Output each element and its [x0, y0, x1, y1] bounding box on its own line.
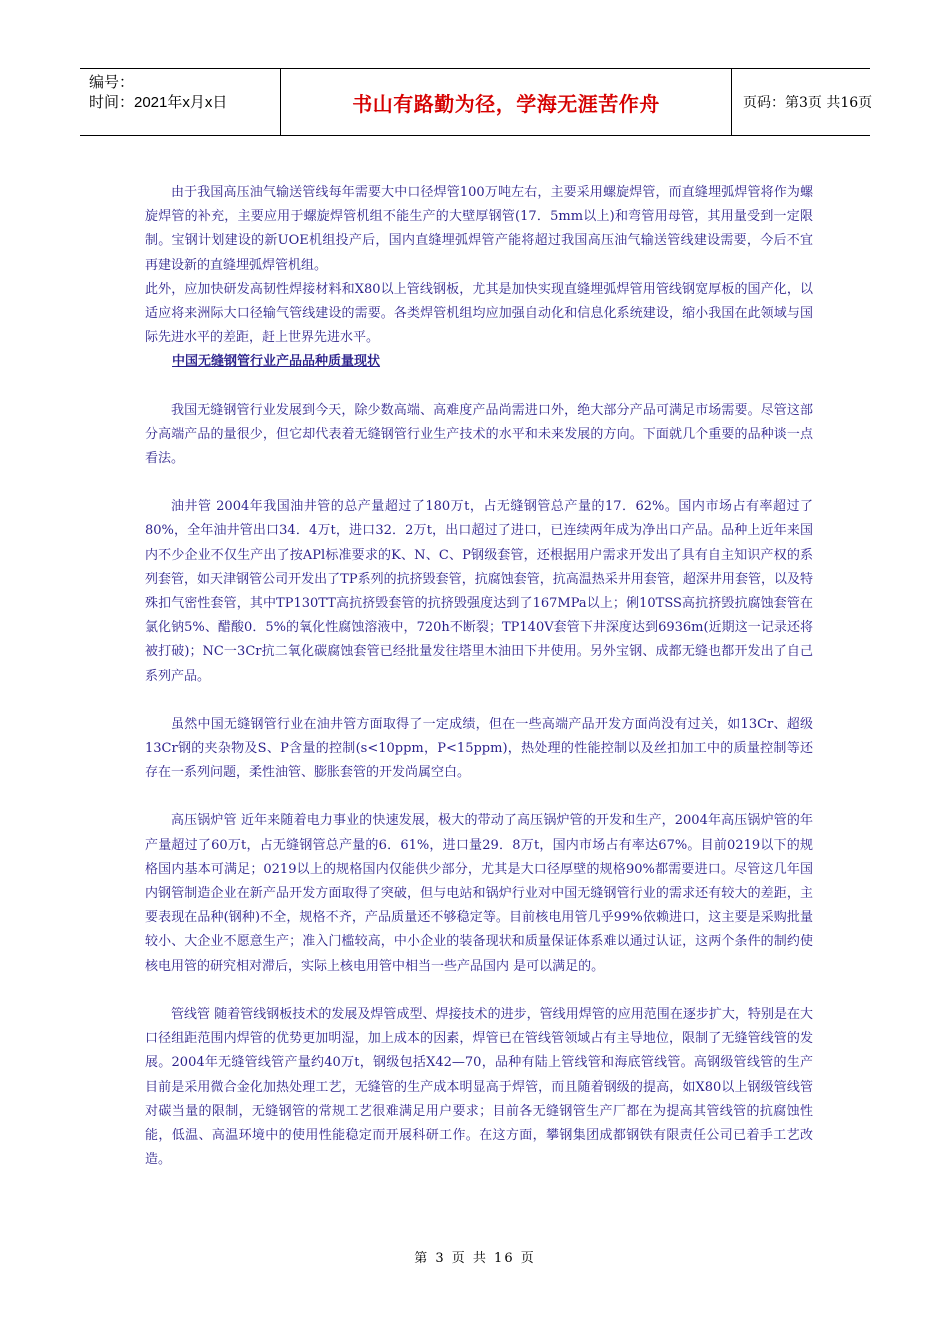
paragraph: 我国无缝钢管行业发展到今天，除少数高端、高难度产品尚需进口外，绝大部分产品可满足市场需要。尽管这部分高端产品的量很少，但它却代表着无缝钢管行业生产技术的水平和未来发展的方向。下面就几个重要的品种谈一点看法。: [145, 402, 813, 467]
paragraph: 油井管 2004年我国油井管的总产量超过了180万t，占无缝钢管总产量的17．62%。国内市场占有率超过了80%，全年油井管出口34．4万t，进口32．2万t，出口超过了进口，已连续两年成为净出口产品。品种上近年来国内不少企业不仅生产出了按APl标准要求的K、N、C、P钢级套管，还根据用户需求开发出了具有自主知识产权的系列套管，如天津钢管公司开发出了TP系列的抗挤毁套管，抗腐蚀套管，抗高温热采井用套管，超深井用套管，以及特殊扣气密性套管，其中TP130TT高抗挤毁套管的抗挤毁强度达到了167MPa以上；俐10TSS高抗挤毁抗腐蚀套管在氯化钠5%、醋酸0．5%的氧化性腐蚀溶液中，720h不断裂；TP140V套管下井深度达到6936m(近期这一记录还将被打破)；NC一3Cr抗二氧化碳腐蚀套管已经批量发往塔里木油田下井使用。另外宝钢、成都无缝也都开发出了自己系列产品。: [145, 499, 813, 684]
section-title: 中国无缝钢管行业产品品种质量现状: [172, 354, 381, 370]
spacer: [145, 375, 813, 399]
document-date: 时间：2021年x月x日: [89, 94, 228, 111]
document-number-label: 编号：: [89, 74, 135, 91]
paragraph: 此外，应加快研发高韧性焊接材料和X80以上管线钢板，尤其是加快实现直缝埋弧焊管用管线钢宽厚板的国产化，以适应将来洲际大口径输气管线建设的需要。各类焊管机组均应加强自动化和信息化系统建设，缩小我国在此领域与国际先进水平的差距，赶上世界先进水平。: [145, 281, 813, 346]
spacer: [145, 785, 813, 809]
page-footer: 第 3 页 共 16 页: [414, 1251, 536, 1266]
spacer: [145, 979, 813, 1003]
spacer: [145, 471, 813, 495]
document-body: [145, 181, 813, 1172]
page-header: [80, 68, 873, 136]
paragraph: 由于我国高压油气输送管线每年需要大中口径焊管100万吨左右，主要采用螺旋焊管，而直缝埋弧焊管将作为螺旋焊管的补充，主要应用于螺旋焊管机组不能生产的大壁厚钢管(17．5mm以上)和弯管用母管，其用量受到一定限制。宝钢计划建设的新UOE机组投产后，国内直缝埋弧焊管产能将超过我国高压油气输送管线建设需要，今后不宜再建设新的直缝埋弧焊管机组。: [145, 185, 813, 273]
header-meta-cell: [80, 69, 281, 135]
paragraph: 高压锅炉管 近年来随着电力事业的快速发展，极大的带动了高压锅炉管的开发和生产，2004年高压锅炉管的年产量超过了60万t，占无缝钢管总产量的6．61%，进口量29．8万t，国内市场占有率达67%。目前0219以下的规格国内基本可满足；0219以上的规格国内仅能供少部分，尤其是大口径厚壁的规格90%都需要进口。尽管这几年国内钢管制造企业在新产品开发方面取得了突破，但与电站和锅炉行业对中国无缝钢管行业的需求还有较大的差距，主要表现在品种(钢种)不全，规格不齐，产品质量还不够稳定等。目前核电用管几乎99%依赖进口，这主要是采购批量较小、大企业不愿意生产；准入门槛较高，中小企业的装备现状和质量保证体系难以通过认证，这两个条件的制约使核电用管的研究相对滞后，实际上核电用管中相当一些产品国内 是可以满足的。: [145, 813, 813, 974]
paragraph: 管线管 随着管线钢板技术的发展及焊管成型、焊接技术的进步，管线用焊管的应用范围在逐步扩大，特别是在大口径组距范围内焊管的优势更加明湿，加上成本的因素，焊管已在管线管领域占有主导地位，限制了无缝管线管的发展。2004年无缝管线管产量约40万t，钢级包括X42—70，品种有陆上管线管和海底管线管。高钢级管线管的生产目前是采用微合金化加热处理工艺，无缝管的生产成本明显高于焊管，而且随着钢级的提高，如X80以上钢级管线管对碳当量的限制，无缝钢管的常规工艺很难满足用户要求；目前各无缝钢管生产厂都在为提高其管线管的抗腐蚀性能，低温、高温环境中的使用性能稳定而开展科研工作。在这方面，攀钢集团成都钢铁有限责任公司已着手工艺改造。: [145, 1006, 813, 1168]
paragraph: 虽然中国无缝钢管行业在油井管方面取得了一定成绩，但在一些高端产品开发方面尚没有过关，如13Cr、超级13Cr钢的夹杂物及S、P含量的控制(s<10ppm，P<15ppm)，热处理的性能控制以及丝扣加工中的质量控制等还存在一系列问题，柔性油管、膨胀套管的开发尚属空白。: [145, 716, 813, 781]
spacer: [145, 689, 813, 713]
header-page-info: 页码：第3页 共16页: [743, 95, 873, 111]
header-motto: 书山有路勤为径，学海无涯苦作舟: [281, 69, 732, 135]
